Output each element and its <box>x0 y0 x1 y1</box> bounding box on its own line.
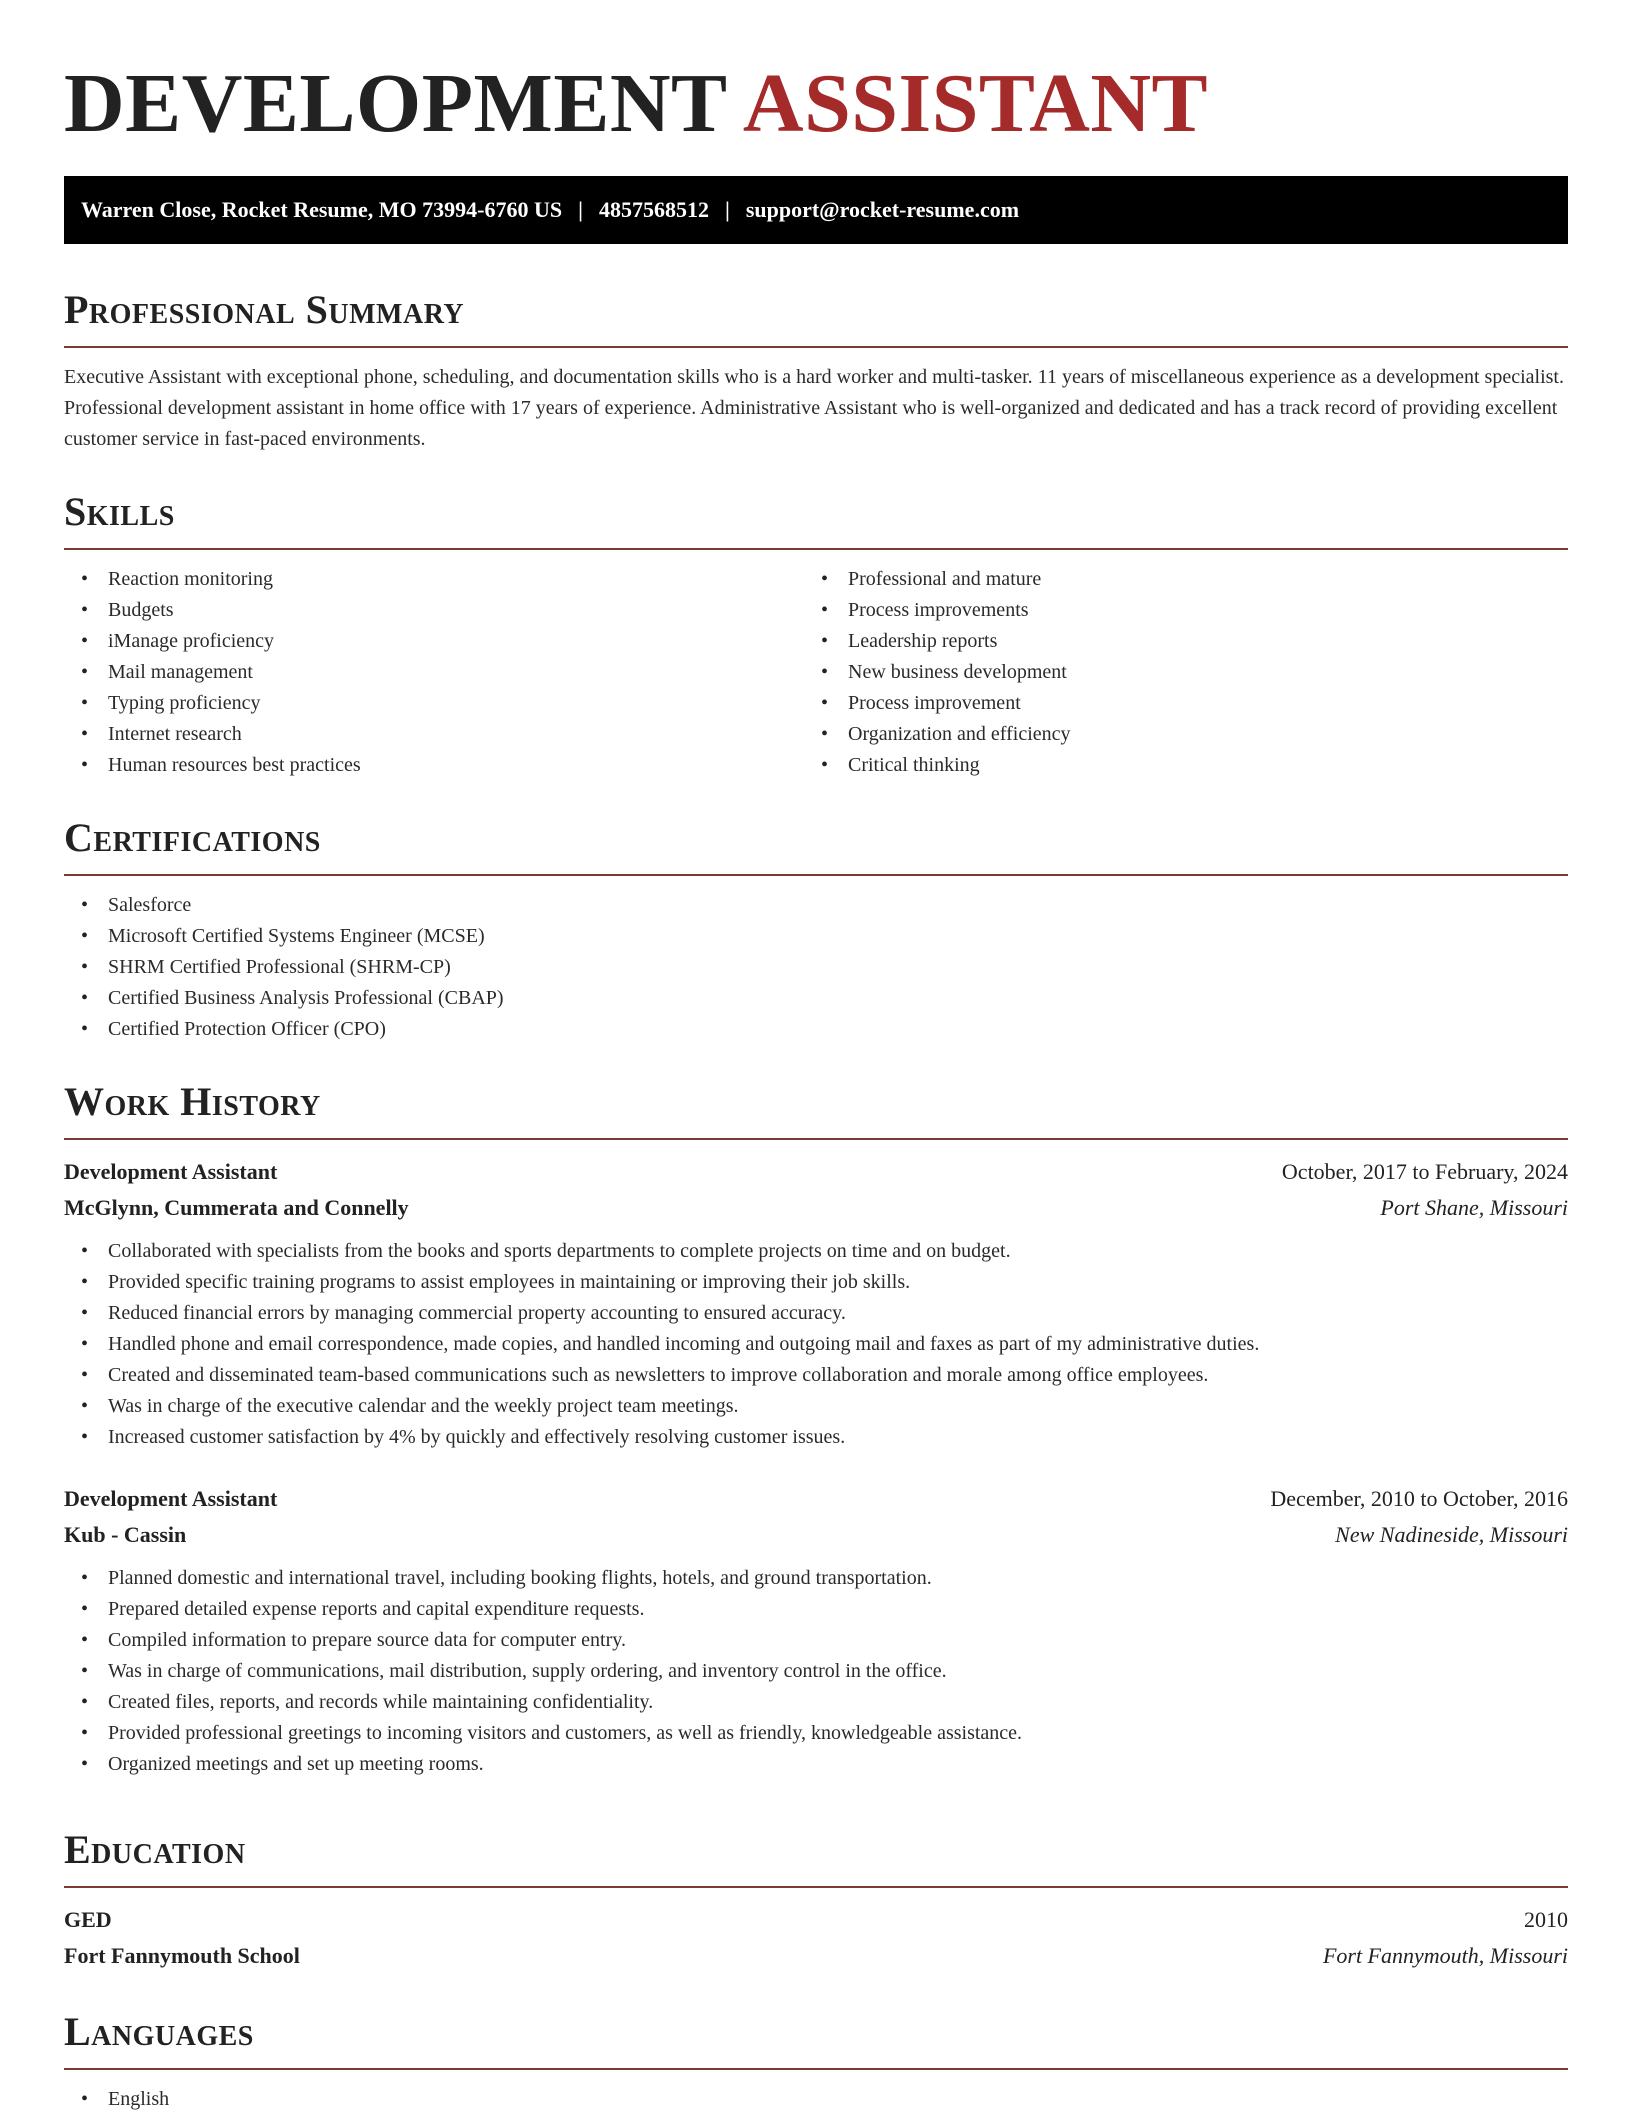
skill-item: • Reaction monitoring <box>64 564 804 595</box>
skill-item: • Organization and efficiency <box>804 719 1544 750</box>
job-header-row <box>64 1481 1568 1517</box>
job-bullet: • Compiled information to prepare source data for computer entry. <box>64 1625 1568 1656</box>
job-location: Port Shane, Missouri <box>1380 1195 1568 1220</box>
education-school: Fort Fannymouth School <box>64 1943 300 1968</box>
education-entry <box>64 1902 1568 1974</box>
education-section <box>64 1826 1568 1974</box>
contact-address: Warren Close, Rocket Resume, MO 73994-6760 US <box>81 197 563 222</box>
job-bullet: • Provided specific training programs to assist employees in maintaining or improving their job skills. <box>64 1267 1568 1298</box>
skill-item: • Budgets <box>64 595 804 626</box>
contact-bar <box>64 176 1568 244</box>
job-bullets <box>64 1563 1568 1780</box>
summary-heading: Professional Summary <box>64 286 1568 348</box>
title-part-2: ASSISTANT <box>742 57 1209 150</box>
certifications-list <box>64 890 1568 1045</box>
skills-grid <box>64 564 1568 781</box>
education-year: 2010 <box>1524 1907 1568 1932</box>
skill-item: • Internet research <box>64 719 804 750</box>
job-bullet: • Was in charge of communications, mail distribution, supply ordering, and inventory control in the office. <box>64 1656 1568 1687</box>
skills-list-right <box>804 564 1544 781</box>
education-location: Fort Fannymouth, Missouri <box>1322 1943 1568 1968</box>
job-bullet: • Handled phone and email correspondence, made copies, and handled incoming and outgoing mail and faxes as part of my administrative duties. <box>64 1329 1568 1360</box>
job-title: Development Assistant <box>64 1486 278 1511</box>
work-history-heading: Work History <box>64 1078 1568 1140</box>
education-degree: GED <box>64 1907 112 1932</box>
skill-item: • Mail management <box>64 657 804 688</box>
summary-text: Executive Assistant with exceptional phone, scheduling, and documentation skills who is a hard worker and multi-tasker. 11 years of miscellaneous experience as a development specialist. Professional development assistant in home office with 17 years of experience. Administrative Assistant who is well-organized and dedicated and has a track record of providing excellent customer service in fast-paced environments. <box>64 366 1564 450</box>
resume-title <box>64 0 1568 176</box>
job-title: Development Assistant <box>64 1159 278 1184</box>
certification-item: • Certified Protection Officer (CPO) <box>64 1014 1568 1045</box>
job-bullet: • Provided professional greetings to incoming visitors and customers, as well as friendly, knowledgeable assistance. <box>64 1718 1568 1749</box>
job-bullet: • Prepared detailed expense reports and capital expenditure requests. <box>64 1594 1568 1625</box>
certification-item: • Salesforce <box>64 890 1568 921</box>
job-bullet: • Was in charge of the executive calendar and the weekly project team meetings. <box>64 1391 1568 1422</box>
job-bullet: • Planned domestic and international travel, including booking flights, hotels, and ground transportation. <box>64 1563 1568 1594</box>
title-part-1: DEVELOPMENT <box>64 57 727 150</box>
job-bullet: • Organized meetings and set up meeting rooms. <box>64 1749 1568 1780</box>
skills-section <box>64 488 1568 781</box>
education-school-row <box>64 1938 1568 1974</box>
job-company-row <box>64 1517 1568 1553</box>
job-header-row <box>64 1154 1568 1190</box>
languages-section <box>64 2008 1568 2115</box>
certification-item: • Certified Business Analysis Professional (CBAP) <box>64 983 1568 1014</box>
skill-item: • Process improvement <box>804 688 1544 719</box>
job-company-row <box>64 1190 1568 1226</box>
skill-item: • Typing proficiency <box>64 688 804 719</box>
job-entry <box>64 1481 1568 1780</box>
job-company: McGlynn, Cummerata and Connelly <box>64 1195 409 1220</box>
skill-item: • Critical thinking <box>804 750 1544 781</box>
certification-item: • SHRM Certified Professional (SHRM-CP) <box>64 952 1568 983</box>
skill-item: • Process improvements <box>804 595 1544 626</box>
education-header-row <box>64 1902 1568 1938</box>
job-bullet: • Created and disseminated team-based communications such as newsletters to improve collaboration and morale among office employees. <box>64 1360 1568 1391</box>
skill-item: • Professional and mature <box>804 564 1544 595</box>
skill-item: • Leadership reports <box>804 626 1544 657</box>
skills-column-left <box>64 564 804 781</box>
certifications-section <box>64 814 1568 1045</box>
job-bullet: • Collaborated with specialists from the books and sports departments to complete projects on time and on budget. <box>64 1236 1568 1267</box>
skill-item: • iManage proficiency <box>64 626 804 657</box>
job-company: Kub - Cassin <box>64 1522 187 1547</box>
contact-separator: | <box>578 197 583 222</box>
skills-column-right <box>804 564 1544 781</box>
contact-separator: | <box>724 197 730 222</box>
contact-email[interactable]: support@rocket-resume.com <box>745 197 1020 222</box>
language-item: • English <box>64 2084 1568 2115</box>
job-bullet: • Increased customer satisfaction by 4% by quickly and effectively resolving customer issues. <box>64 1422 1568 1453</box>
skill-item: • Human resources best practices <box>64 750 804 781</box>
job-dates: December, 2010 to October, 2016 <box>1270 1486 1568 1511</box>
job-bullet: • Created files, reports, and records while maintaining confidentiality. <box>64 1687 1568 1718</box>
summary-section <box>64 286 1568 455</box>
skills-list-left <box>64 564 804 781</box>
certifications-heading: Certifications <box>64 814 1568 876</box>
job-bullets <box>64 1236 1568 1453</box>
education-heading: Education <box>64 1826 1568 1888</box>
job-location: New Nadineside, Missouri <box>1335 1522 1568 1547</box>
work-history-section <box>64 1078 1568 1780</box>
certification-item: • Microsoft Certified Systems Engineer (MCSE) <box>64 921 1568 952</box>
job-bullet: • Reduced financial errors by managing commercial property accounting to ensured accuracy. <box>64 1298 1568 1329</box>
languages-heading: Languages <box>64 2008 1568 2070</box>
job-entry <box>64 1154 1568 1453</box>
job-dates: October, 2017 to February, 2024 <box>1281 1159 1568 1184</box>
languages-list <box>64 2084 1568 2115</box>
skill-item: • New business development <box>804 657 1544 688</box>
contact-phone[interactable]: 4857568512 <box>598 197 709 222</box>
skills-heading: Skills <box>64 488 1568 550</box>
